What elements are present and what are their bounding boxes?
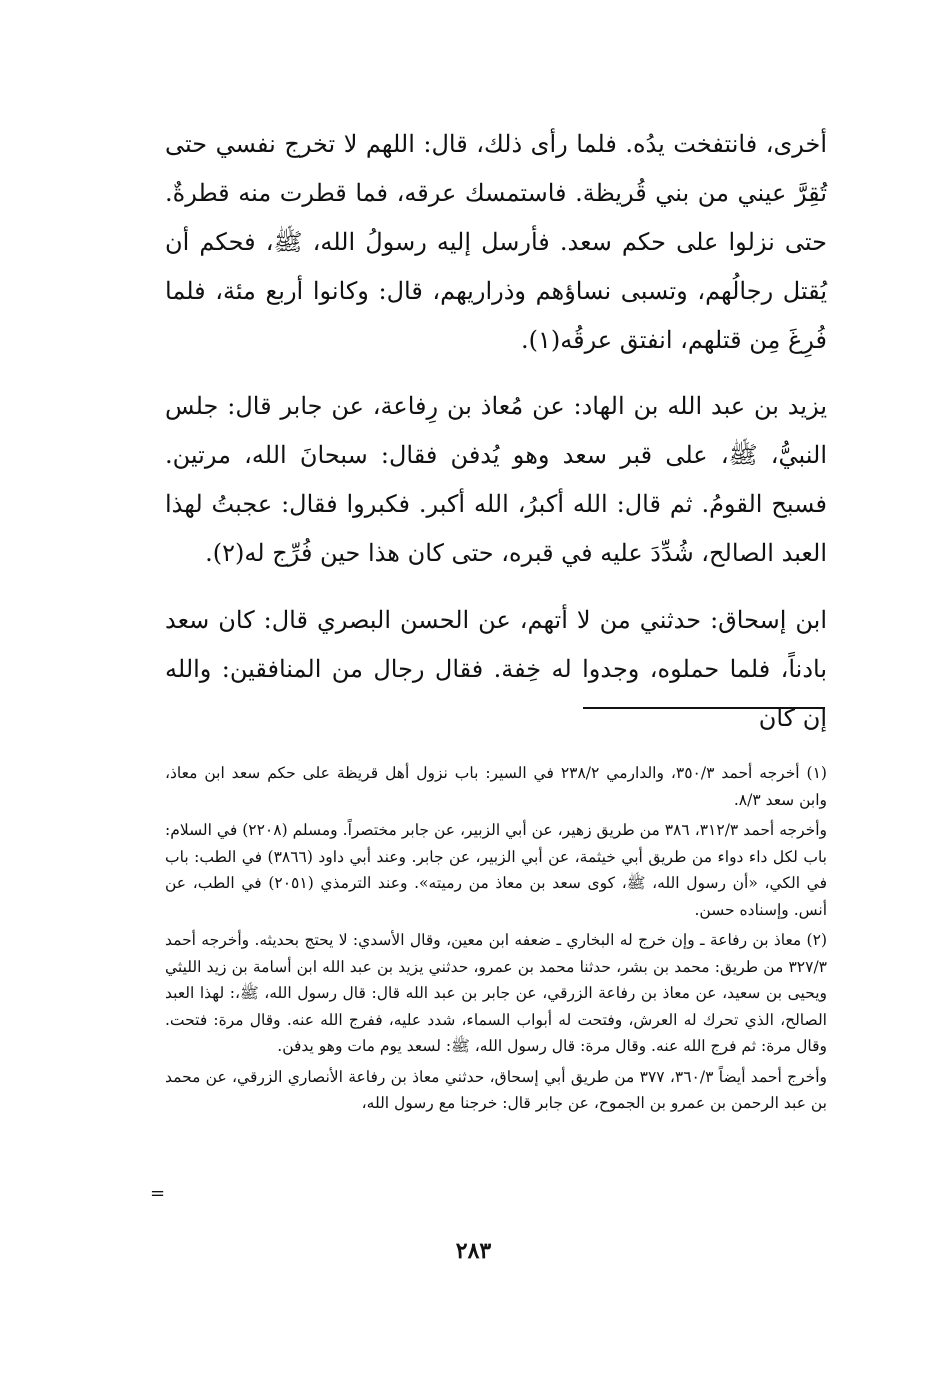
footnotes [165,760,827,1121]
paragraph-text: يزيد بن عبد الله بن الهاد: عن مُعاذ بن رِفاعة، عن جابر قال: جلس النبيُّ، ﷺ، على قبر سعد وهو يُدفن فقال: سبحانَ الله، مرتين. فسبح القومُ. ثم قال: الله أكبرُ، الله أكبر. فكبروا فقال: عجبتُ لهذا العبد الصالح، شُدِّدَ عليه في قبره، حتى كان هذا حين فُرِّج له(٢). [165,392,827,567]
page-number: ٢٨٣ [455,1238,492,1264]
footnote-separator [583,707,825,709]
main-paragraph-2 [165,382,827,578]
main-paragraph-1 [165,120,827,365]
paragraph-text: ابن إسحاق: حدثني من لا أتهم، عن الحسن البصري قال: كان سعد بادناً، فلما حملوه، وجدوا له خِفة. فقال رجال من المنافقين: والله إن كان [165,606,827,732]
continuation-mark: = [150,1183,166,1204]
footnote-1: (١) أخرجه أحمد ٣/‏٣٥٠، والدارمي ٢/‏٢٣٨ في السير: باب نزول أهل قريظة على حكم سعد ابن معاذ، وابن سعد ٣/‏٨. [165,764,827,809]
footnote-1-continuation: وأخرجه أحمد ٣/‏٣١٢، ٣٨٦ من طريق زهير، عن أبي الزبير، عن جابر مختصراً. ومسلم (٢٢٠٨) في السلام: باب لكل داء دواء من طريق أبي خيثمة، عن أبي الزبير، عن جابر. وعند أبي داود (٣٨٦٦) في الطب: باب في الكي، «أن رسول الله، ﷺ، كوى سعد بن معاذ من رميته». وعند الترمذي (٢٠٥١) في الطب، عن أنس. وإسناده حسن. [165,821,828,919]
footnote-2: (٢) معاذ بن رفاعة ـ وإن خرج له البخاري ـ ضعفه ابن معين، وقال الأسدي: لا يحتج بحديثه. وأخرجه أحمد ٣/‏٣٢٧ من طريق: محمد بن بشر، حدثنا محمد بن عمرو، حدثني يزيد بن عبد الله ابن أسامة بن زيد الليثي ويحيى بن سعيد، عن معاذ بن رفاعة الزرقي، عن جابر بن عبد الله قال: قال رسول الله، ﷺ،: لهذا العبد الصالح، الذي تحرك له العرش، وفتحت له أبواب السماء، شدد عليه، ففرج الله عنه. وقال مرة: فتحت. وقال مرة: ثم فرج الله عنه. وقال مرة: قال رسول الله، ﷺ: لسعد يوم مات وهو يدفن. [165,931,827,1055]
main-paragraph-3 [165,596,827,743]
footnote-2-continuation: وأخرج أحمد أيضاً ٣/‏٣٦٠، ٣٧٧ من طريق أبي إسحاق، حدثني معاذ بن رفاعة الأنصاري الزرقي، عن محمد بن عبد الرحمن بن عمرو بن الجموح، عن جابر قال: خرجنا مع رسول الله، [165,1067,828,1112]
paragraph-text: أخرى، فانتفخت يدُه. فلما رأى ذلك، قال: اللهم لا تخرج نفسي حتى تُقِرَّ عيني من بني قُريظة. فاستمسك عرقه، فما قطرت منه قطرةٌ. حتى نزلوا على حكم سعد. فأرسل إليه رسولُ الله، ﷺ، فحكم أن يُقتل رجالُهم، وتسبى نساؤهم وذراريهم، قال: وكانوا أربع مئة، فلما فُرِغَ مِن قتلهم، انفتق عرقُه(١). [165,130,827,354]
